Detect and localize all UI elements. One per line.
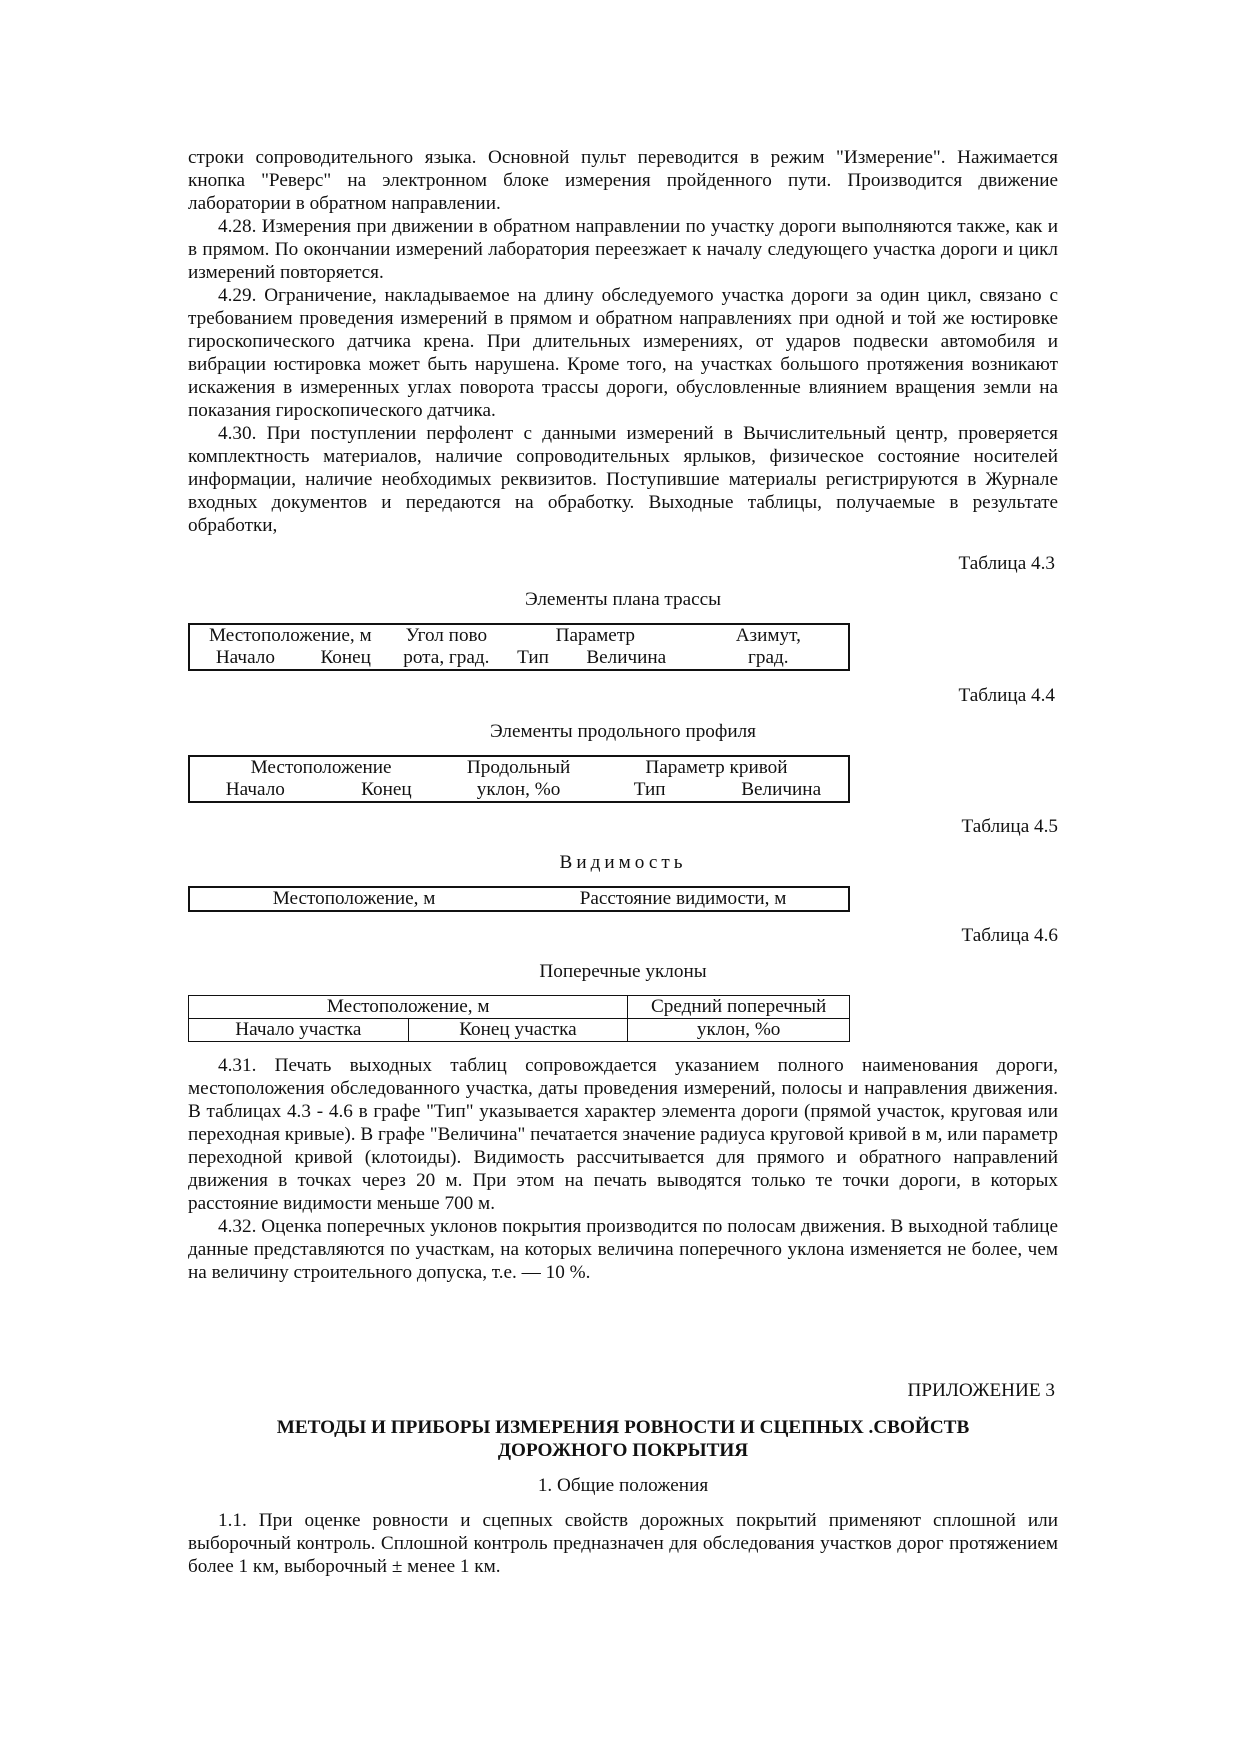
table-header-cell: Продольный — [466, 757, 571, 778]
paragraph-4-28: 4.28. Измерения при движении в обратном направлении по участку дороги выполняются также, как и в прямом. По окончании измерений лаборатория переезжает к началу следующего участка дороги и цикл измерений повторяется. — [188, 216, 1058, 283]
table-header-cell: Местоположение, м — [208, 625, 372, 646]
table-header-cell: рота, град. — [403, 647, 490, 668]
table-4-3-title: Элементы плана трассы — [524, 589, 722, 610]
table-4-4-title: Элементы продольного профиля — [489, 721, 757, 742]
table-header-cell: Тип — [517, 647, 549, 668]
table-header-cell: Конец — [320, 647, 371, 668]
table-header-row — [189, 779, 849, 802]
table-4-3-label: Таблица 4.3 — [958, 553, 1055, 574]
table-4-3 — [188, 623, 850, 671]
table-header-cell: Тип — [633, 779, 666, 800]
table-header-cell: Начало — [215, 647, 275, 668]
table-4-6 — [188, 995, 850, 1042]
table-header-cell: Начало — [225, 779, 285, 800]
table-4-4 — [188, 755, 850, 803]
table-4-4-label: Таблица 4.4 — [958, 685, 1055, 706]
table-header-cell: уклон, %о — [628, 1019, 850, 1042]
paragraph-intro: строки сопроводительного языка. Основной пульт переводится в режим "Измерение". Нажимается кнопка "Реверс" на электронном блоке измерения пройденного пути. Производится движение лаборатории в обратном направлении. — [188, 147, 1058, 214]
appendix-label: ПРИЛОЖЕНИЕ 3 — [907, 1380, 1055, 1401]
table-header-cell: Средний поперечный — [628, 996, 850, 1019]
paragraph-4-29: 4.29. Ограничение, накладываемое на длину обследуемого участка дороги за один цикл, связано с требованием проведения измерений в прямом и обратном направлениях при одной и той же юстировке гироскопического датчика крена. При длительных измерениях, от ударов подвески автомобиля и вибрации юстировка может быть нарушена. Кроме того, на участках большого протяжения возникают искажения в измеренных углах поворота трассы дороги, обусловленные влиянием вращения земли на показания гироскопического датчика. — [188, 285, 1058, 421]
table-header-cell: Расстояние видимости, м — [579, 888, 787, 909]
table-4-6-title: Поперечные уклоны — [539, 961, 707, 982]
document-body — [188, 146, 1058, 1578]
appendix-title-line-2: ДОРОЖНОГО ПОКРЫТИЯ — [497, 1440, 749, 1461]
table-header-cell: Конец участка — [408, 1019, 628, 1042]
table-4-5-label: Таблица 4.5 — [961, 816, 1058, 837]
table-header-row — [189, 887, 849, 911]
table-header-cell: Местоположение, м — [272, 888, 436, 909]
paragraph-4-30: 4.30. При поступлении перфолент с данными измерений в Вычислительный центр, проверяется комплектность материалов, наличие сопроводительных ярлыков, физическое состояние носителей информации, наличие необходимых реквизитов. Поступившие материалы регистрируются в Журнале входных документов и передаются на обработку. Выходные таблицы, получаемые в результате обработки, — [188, 423, 1058, 536]
table-header-cell: Местоположение, м — [189, 996, 628, 1019]
table-4-6-label: Таблица 4.6 — [961, 925, 1058, 946]
table-header-cell: Величина — [741, 779, 822, 800]
table-header-row — [189, 756, 849, 779]
table-header-cell: Параметр — [555, 625, 636, 646]
table-4-5 — [188, 886, 850, 912]
table-4-5-title: Видимость — [559, 852, 687, 873]
section-title: 1. Общие положения — [537, 1475, 709, 1496]
table-header-row — [189, 624, 849, 647]
table-header-cell: Начало участка — [189, 1019, 409, 1042]
table-header-cell: Азимут, — [735, 625, 801, 646]
table-header-row — [189, 996, 850, 1019]
table-header-cell: град. — [748, 647, 789, 668]
paragraph-4-31: 4.31. Печать выходных таблиц сопровождается указанием полного наименования дороги, местоположения обследованного участка, даты проведения измерений, полосы и направления движения. В таблицах 4.3 - 4.6 в графе "Тип" указывается характер элемента дороги (прямой участок, круговая или переходная кривые). В графе "Величина" печатается значение радиуса круговой кривой в м, или параметр переходной кривой (клотоиды). Видимость рассчитывается для прямого и обратного направлений движения в точках через 20 м. При этом на печать выводятся только те точки дороги, в которых расстояние видимости меньше 700 м. — [188, 1055, 1058, 1214]
appendix-title-line-1: МЕТОДЫ И ПРИБОРЫ ИЗМЕРЕНИЯ РОВНОСТИ И СЦЕПНЫХ .СВОЙСТВ — [276, 1417, 970, 1438]
paragraph-4-32: 4.32. Оценка поперечных уклонов покрытия производится по полосам движения. В выходной таблице данные представляются по участкам, на которых величина поперечного уклона изменяется не более, чем на величину строительного допуска, т.е. — 10 %. — [188, 1216, 1058, 1283]
table-header-cell: Местоположение — [250, 757, 392, 778]
table-header-row — [189, 1019, 850, 1042]
table-header-cell: уклон, %о — [476, 779, 561, 800]
table-header-row — [189, 647, 849, 670]
table-header-cell: Величина — [586, 647, 667, 668]
table-header-cell: Угол пово — [405, 625, 488, 646]
table-header-cell: Конец — [361, 779, 412, 800]
table-header-cell: Параметр кривой — [645, 757, 788, 778]
appendix-title — [188, 1416, 1058, 1462]
paragraph-1-1: 1.1. При оценке ровности и сцепных свойств дорожных покрытий применяют сплошной или выборочный контроль. Сплошной контроль предназначен для обследования участков дорог протяжением более 1 км, выборочный ± менее 1 км. — [188, 1510, 1058, 1577]
